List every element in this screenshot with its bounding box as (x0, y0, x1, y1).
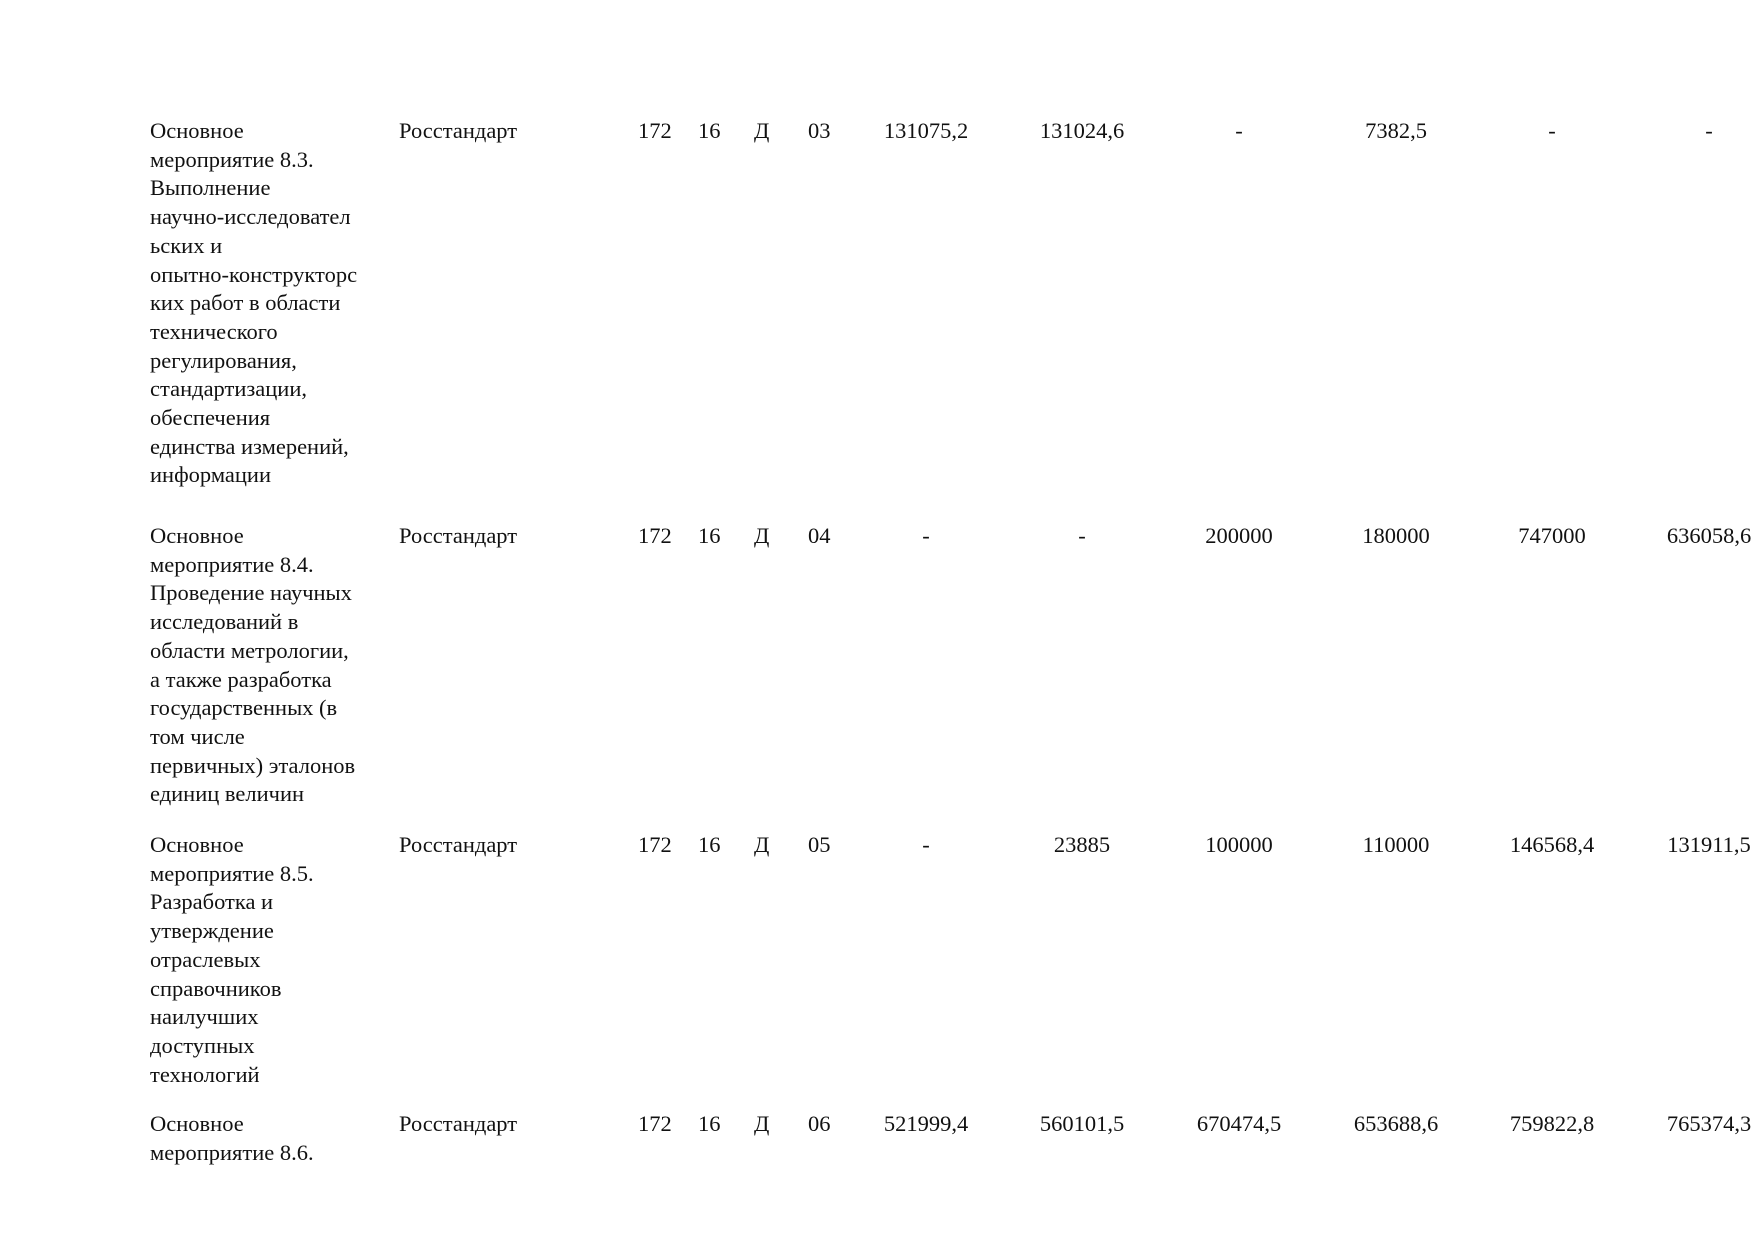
measure-name-line: мероприятие 8.5. (150, 860, 314, 886)
measure-name (150, 522, 390, 809)
measure-name-line: ьских и (150, 232, 223, 258)
code-pgp: Д (754, 118, 770, 143)
measure-name-line: Основное (150, 523, 244, 548)
code-om: 04 (808, 523, 831, 548)
value-cell: 636058,6 (1666, 523, 1752, 548)
measure-name-line: первичных) эталонов (150, 752, 356, 778)
value-cell: 765374,3 (1666, 1111, 1752, 1136)
code-gp: 16 (698, 1111, 721, 1136)
measure-name (150, 831, 390, 1089)
measure-name-line: доступных (150, 1032, 255, 1058)
measure-name (150, 1110, 390, 1167)
measure-name-line: Разработка и (150, 889, 274, 915)
value-cell: 200000 (1205, 523, 1273, 548)
measure-name-line: Основное (150, 832, 244, 857)
value-cell: 131024,6 (1039, 118, 1125, 143)
value-cell: 180000 (1362, 523, 1430, 548)
value-cell: - (1078, 523, 1086, 548)
value-cell: 521999,4 (883, 1111, 969, 1136)
measure-name-line: исследований в (150, 609, 299, 635)
value-cell: - (1705, 118, 1713, 143)
value-cell: - (1235, 118, 1243, 143)
measure-name-line: регулирования, (150, 347, 297, 373)
code-grbs: 172 (638, 118, 672, 143)
measure-name-line: научно-исследовател (150, 204, 351, 230)
code-om: 06 (808, 1111, 831, 1136)
executor: Росстандарт (399, 523, 518, 548)
executor: Росстандарт (399, 118, 518, 143)
measure-name-line: обеспечения (150, 405, 271, 431)
measure-name-line: области метрологии, (150, 637, 349, 663)
value-cell: 653688,6 (1353, 1111, 1439, 1136)
value-cell: - (922, 523, 930, 548)
value-cell: 110000 (1362, 832, 1430, 857)
measure-name-line: Выполнение (150, 175, 271, 201)
code-om: 05 (808, 832, 831, 857)
measure-name-line: справочников (150, 975, 282, 1001)
measure-name-line: наилучших (150, 1004, 259, 1030)
code-pgp: Д (754, 523, 770, 548)
measure-name-line: мероприятие 8.3. (150, 146, 314, 172)
executor: Росстандарт (399, 1111, 518, 1136)
value-cell: 670474,5 (1196, 1111, 1282, 1136)
value-cell: 747000 (1518, 523, 1586, 548)
measure-name-line: технологий (150, 1061, 260, 1087)
measure-name (150, 117, 390, 490)
measure-name-line: Проведение научных (150, 580, 352, 606)
value-cell: 23885 (1053, 832, 1111, 857)
code-om: 03 (808, 118, 831, 143)
measure-name-line: единиц величин (150, 781, 305, 807)
measure-name-line: том числе (150, 723, 245, 749)
value-cell: - (1548, 118, 1556, 143)
code-gp: 16 (698, 832, 721, 857)
value-cell: 7382,5 (1365, 118, 1427, 143)
code-pgp: Д (754, 832, 770, 857)
measure-name-line: Основное (150, 118, 244, 143)
measure-name-line: утверждение (150, 918, 274, 944)
measure-name-line: Основное (150, 1111, 244, 1136)
code-grbs: 172 (638, 1111, 672, 1136)
measure-name-line: информации (150, 462, 272, 488)
value-cell: 146568,4 (1509, 832, 1595, 857)
measure-name-line: мероприятие 8.4. (150, 551, 314, 577)
measure-name-line: технического (150, 318, 278, 344)
measure-name-line: ких работ в области (150, 290, 341, 316)
measure-name-line: опытно-конструкторс (150, 261, 358, 287)
code-grbs: 172 (638, 832, 672, 857)
executor: Росстандарт (399, 832, 518, 857)
measure-name-line: мероприятие 8.6. (150, 1139, 314, 1165)
code-pgp: Д (754, 1111, 770, 1136)
value-cell: 131075,2 (883, 118, 969, 143)
measure-name-line: единства измерений, (150, 433, 349, 459)
measure-name-line: стандартизации, (150, 376, 308, 402)
measure-name-line: а также разработка (150, 666, 332, 692)
code-gp: 16 (698, 118, 721, 143)
measure-name-line: отраслевых (150, 946, 261, 972)
code-gp: 16 (698, 523, 721, 548)
value-cell: 100000 (1205, 832, 1273, 857)
value-cell: 560101,5 (1039, 1111, 1125, 1136)
value-cell: 759822,8 (1509, 1111, 1595, 1136)
code-grbs: 172 (638, 523, 672, 548)
measure-name-line: государственных (в (150, 695, 338, 721)
value-cell: 131911,5 (1667, 832, 1751, 857)
value-cell: - (922, 832, 930, 857)
